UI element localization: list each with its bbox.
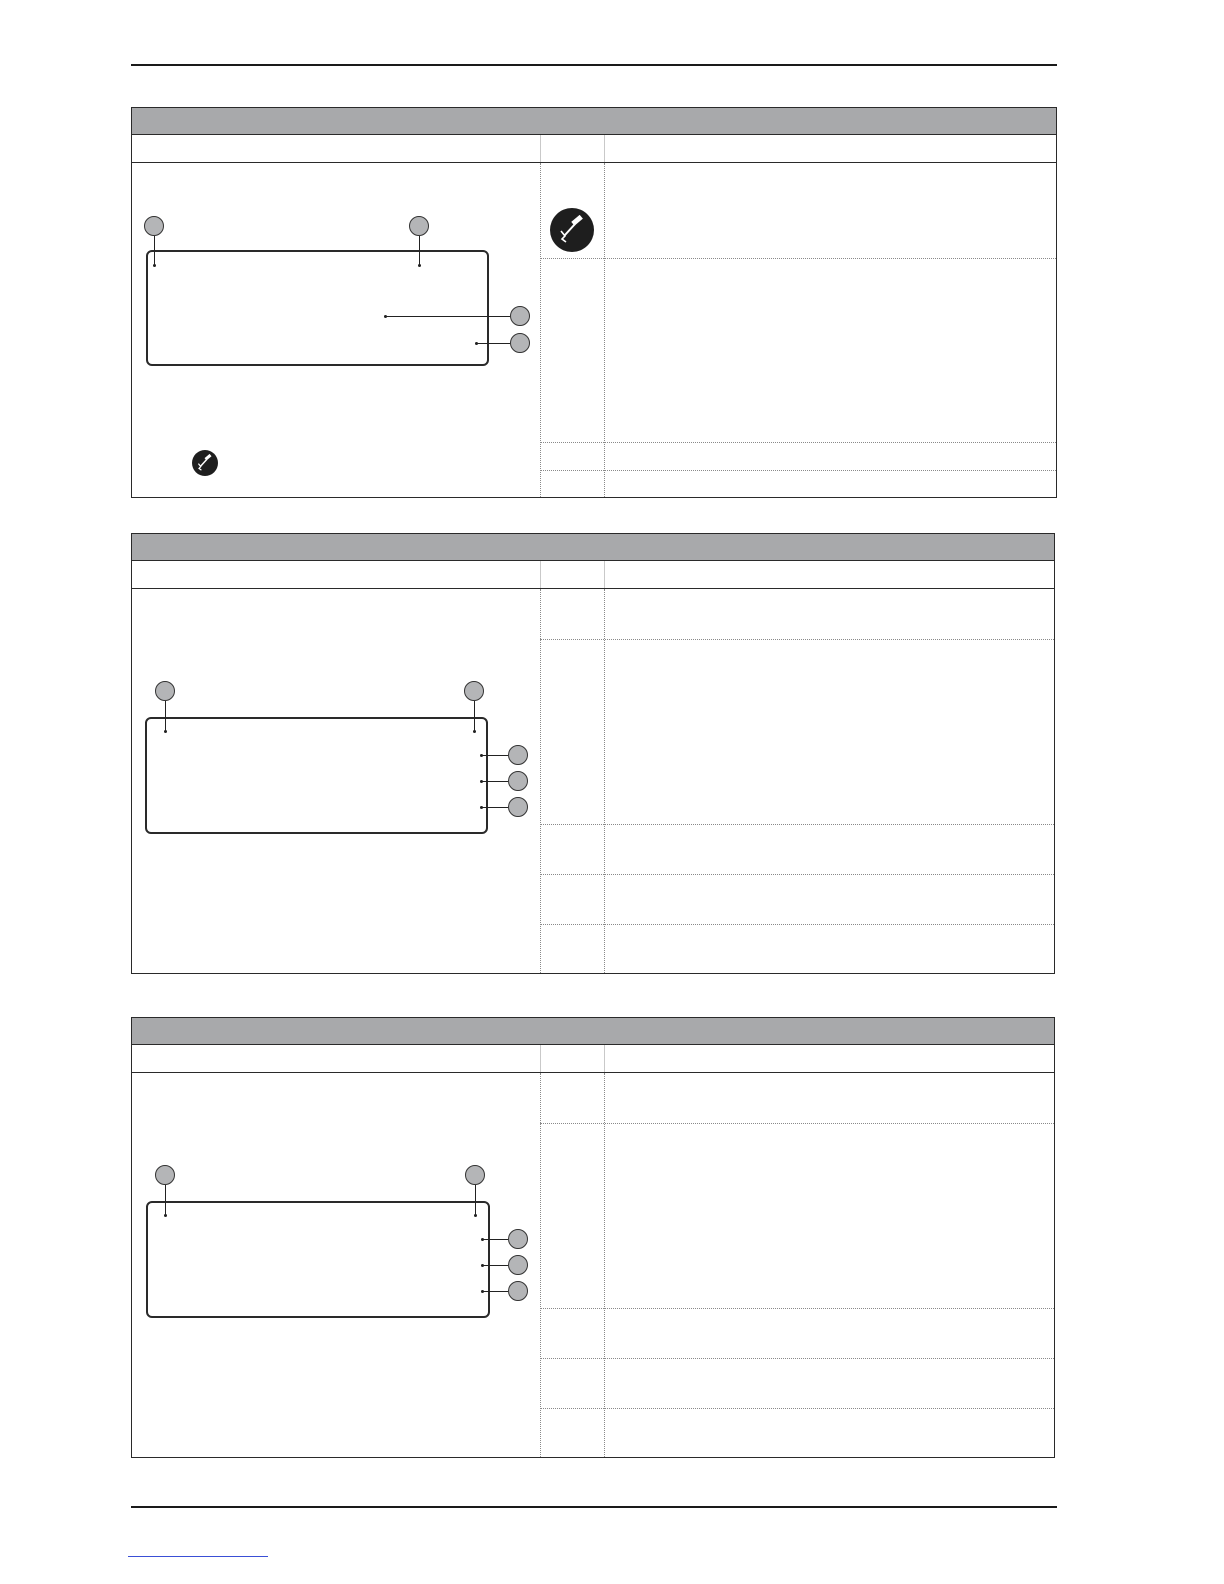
panel-1 bbox=[131, 107, 1057, 498]
panel-1-row-separator bbox=[540, 258, 1056, 259]
callout-marker bbox=[155, 681, 175, 701]
callout-marker bbox=[508, 771, 528, 791]
service-tool-icon bbox=[192, 450, 218, 476]
panel-3-row-separator bbox=[540, 1308, 1054, 1309]
callout-marker bbox=[508, 1255, 528, 1275]
callout-marker bbox=[508, 1281, 528, 1301]
callout-marker bbox=[464, 681, 484, 701]
panel-1-column-divider-a bbox=[540, 163, 541, 497]
footer-rule bbox=[131, 1506, 1057, 1508]
callout-marker bbox=[508, 797, 528, 817]
callout-marker bbox=[508, 745, 528, 765]
panel-2 bbox=[131, 533, 1055, 974]
footer-link-underline[interactable] bbox=[128, 1556, 268, 1557]
panel-3 bbox=[131, 1017, 1055, 1458]
panel-3-row-separator bbox=[540, 1123, 1054, 1124]
panel-1-row-separator bbox=[540, 442, 1056, 443]
panel-2-row-separator bbox=[540, 639, 1054, 640]
callout-marker bbox=[465, 1165, 485, 1185]
panel-1-display-diagram bbox=[146, 250, 489, 366]
panel-3-row-separator bbox=[540, 1358, 1054, 1359]
panel-2-column-divider-b bbox=[604, 589, 605, 973]
callout-marker bbox=[409, 216, 429, 236]
panel-1-row-separator bbox=[540, 470, 1056, 471]
panel-1-title-bar bbox=[132, 108, 1056, 135]
panel-1-column-divider-b bbox=[604, 163, 605, 497]
panel-2-column-divider-a bbox=[540, 589, 541, 973]
callout-marker bbox=[510, 306, 530, 326]
header-rule bbox=[131, 64, 1057, 66]
callout-marker bbox=[155, 1165, 175, 1185]
callout-marker bbox=[508, 1229, 528, 1249]
panel-3-title-bar bbox=[132, 1018, 1054, 1045]
panel-2-row-separator bbox=[540, 924, 1054, 925]
panel-3-column-divider-b bbox=[604, 1073, 605, 1457]
panel-2-title-bar bbox=[132, 534, 1054, 561]
panel-2-row-separator bbox=[540, 824, 1054, 825]
service-tool-icon bbox=[550, 208, 594, 252]
callout-marker bbox=[144, 216, 164, 236]
panel-3-display-diagram bbox=[146, 1201, 490, 1318]
panel-1-column-headers bbox=[132, 135, 1056, 163]
panel-2-column-headers bbox=[132, 561, 1054, 589]
callout-marker bbox=[510, 333, 530, 353]
panel-2-display-diagram bbox=[145, 717, 488, 834]
panel-3-row-separator bbox=[540, 1408, 1054, 1409]
panel-3-column-headers bbox=[132, 1045, 1054, 1073]
panel-3-column-divider-a bbox=[540, 1073, 541, 1457]
panel-2-row-separator bbox=[540, 874, 1054, 875]
